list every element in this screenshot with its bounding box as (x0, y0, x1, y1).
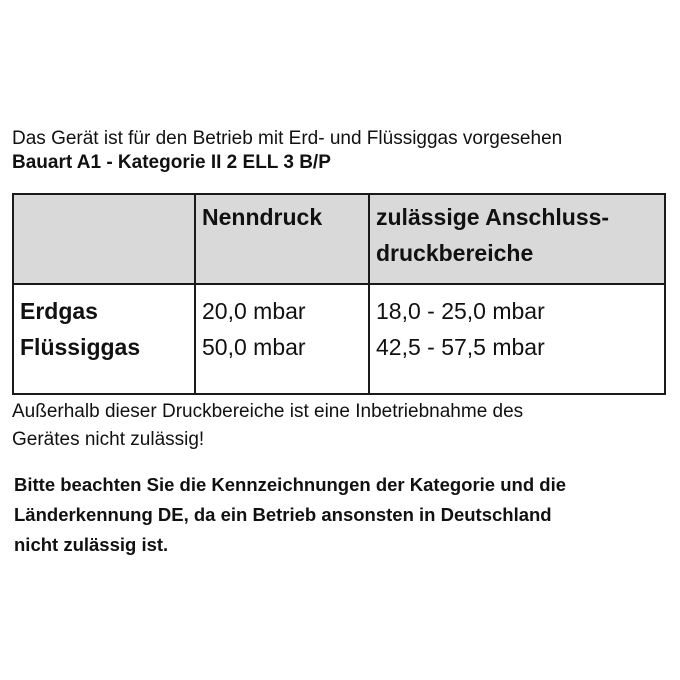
gas-name-fluessiggas: Flüssiggas (20, 334, 141, 360)
nominal-erdgas: 20,0 mbar (202, 298, 306, 324)
range-cell (369, 284, 665, 394)
warning-line-2: Gerätes nicht zulässig! (12, 429, 205, 450)
header-col3-line-1: zulässige Anschluss- (376, 204, 610, 230)
range-erdgas: 18,0 - 25,0 mbar (376, 298, 545, 324)
note-line-3: nicht zulässig ist. (14, 534, 169, 555)
nominal-fluessiggas: 50,0 mbar (202, 334, 306, 360)
gas-cell (13, 284, 195, 394)
nominal-cell (195, 284, 369, 394)
note-line-2: Länderkennung DE, da ein Betrieb ansonsten in Deutschland (14, 504, 552, 525)
note-line-1: Bitte beachten Sie die Kennzeichnungen der Kategorie und die (14, 474, 567, 495)
intro-line-1: Das Gerät ist für den Betrieb mit Erd- und Flüssiggas vorgesehen (12, 128, 563, 149)
gas-name-erdgas: Erdgas (20, 298, 98, 324)
table-header-row (13, 194, 665, 284)
pressure-table (12, 193, 666, 395)
range-fluessiggas: 42,5 - 57,5 mbar (376, 334, 545, 360)
header-col3-line-2: druckbereiche (376, 240, 534, 266)
note-text (14, 470, 664, 560)
warning-text (12, 398, 662, 454)
header-cell-anschlussdruck (369, 194, 665, 284)
header-cell-nenndruck: Nenndruck (195, 194, 369, 284)
header-cell-empty (13, 194, 195, 284)
table-row (13, 284, 665, 394)
intro-line-2-category: Bauart A1 - Kategorie II 2 ELL 3 B/P (12, 152, 331, 173)
intro-text (12, 127, 562, 175)
warning-line-1: Außerhalb dieser Druckbereiche ist eine Inbetriebnahme des (12, 401, 524, 422)
